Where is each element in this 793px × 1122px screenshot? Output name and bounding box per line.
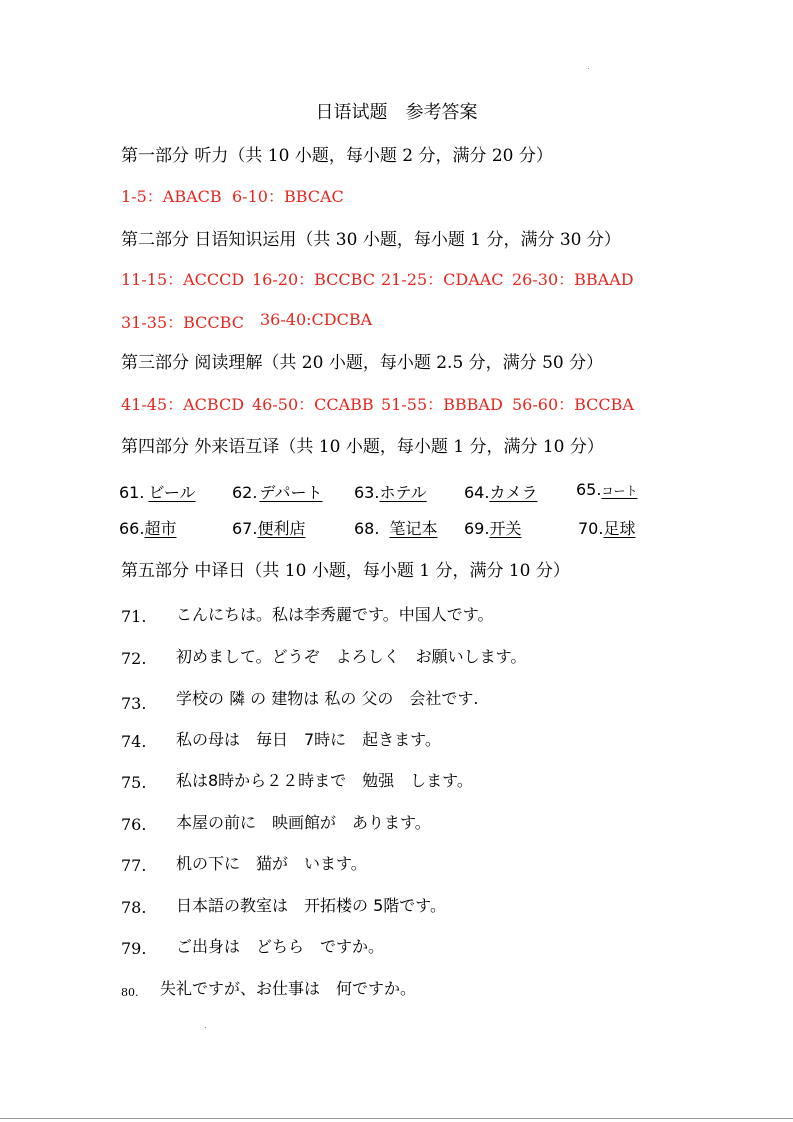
vocab-item-69 bbox=[464, 516, 545, 539]
answer-74-text: 私の母は 毎日 7時に 起きます。 bbox=[176, 730, 441, 749]
answer-76-text: 本屋の前に 映画館が あります。 bbox=[176, 813, 431, 832]
vocab-item-61 bbox=[119, 480, 210, 503]
answer-72-text: 初めまして。どうぞ よろしく お願いします。 bbox=[176, 647, 527, 666]
vocab-answer: カメラ bbox=[489, 483, 538, 502]
part3-answer-3: 51-55：BBBAD bbox=[381, 395, 503, 414]
item-number: 65. bbox=[576, 480, 602, 499]
answer-79-text: ご出身は どちら ですか。 bbox=[176, 937, 385, 956]
part1-answer-1: 1-5：ABACB bbox=[121, 187, 222, 206]
vocab-item-66 bbox=[119, 516, 194, 539]
vocab-answer: コート bbox=[601, 484, 638, 498]
part3-answer-1: 41-45：ACBCD bbox=[121, 395, 245, 414]
item-number: 64. bbox=[464, 483, 490, 502]
answer-79-number: 79. bbox=[121, 939, 147, 958]
item-number: 62. bbox=[232, 483, 258, 502]
item-number: 70. bbox=[578, 519, 604, 538]
scan-speck bbox=[205, 1027, 206, 1028]
answer-77-text: 机の下に 猫が います。 bbox=[176, 854, 367, 873]
answer-78-number: 78. bbox=[121, 898, 147, 917]
part2-answer-3: 21-25：CDAAC bbox=[381, 270, 504, 289]
part1-answer-2: 6-10：BBCAC bbox=[232, 187, 344, 206]
item-number: 67. bbox=[232, 519, 258, 538]
answer-78-text: 日本語の教室は 开拓楼の 5階です。 bbox=[176, 896, 446, 915]
vocab-item-62 bbox=[232, 480, 345, 503]
answer-73-text: 学校の 隣 の 建物は 私の 父の 会社です. bbox=[176, 689, 479, 708]
part1-heading: 第一部分 听力（共 10 小题，每小题 2 分，满分 20 分） bbox=[121, 146, 553, 166]
item-number: 61. bbox=[119, 483, 145, 502]
vocab-answer: 便利店 bbox=[257, 519, 306, 538]
answer-75-number: 75. bbox=[121, 773, 147, 792]
scan-speck bbox=[588, 68, 589, 69]
vocab-answer: 开关 bbox=[489, 519, 522, 538]
vocab-item-63 bbox=[354, 480, 435, 503]
answer-73-number: 73. bbox=[121, 694, 147, 713]
page-bottom-edge bbox=[0, 1118, 793, 1119]
part2-heading: 第二部分 日语知识运用（共 30 小题，每小题 1 分，满分 30 分） bbox=[121, 230, 621, 250]
part2-answer-2: 16-20：BCCBC bbox=[252, 270, 375, 289]
answer-77-number: 77. bbox=[121, 856, 147, 875]
answer-71-text: こんにちは。私は李秀麗です。中国人です。 bbox=[176, 605, 494, 624]
vocab-item-64 bbox=[464, 480, 549, 503]
answer-80-number: 80. bbox=[121, 986, 139, 999]
vocab-answer: 笔记本 bbox=[389, 519, 438, 538]
page-title: 日语试题 参考答案 bbox=[315, 102, 478, 123]
part2-answer-4: 26-30：BBAAD bbox=[512, 270, 634, 289]
part5-heading: 第五部分 中译日（共 10 小题，每小题 1 分，满分 10 分） bbox=[121, 561, 570, 581]
part2-answer-6: 36-40:CDCBA bbox=[260, 310, 373, 329]
item-number: 69. bbox=[464, 519, 490, 538]
answer-74-number: 74. bbox=[121, 732, 147, 751]
item-number: 63. bbox=[354, 483, 380, 502]
vocab-item-67 bbox=[232, 516, 317, 539]
vocab-answer: デパート bbox=[259, 483, 323, 502]
vocab-answer: ホテル bbox=[379, 483, 427, 502]
vocab-item-68 bbox=[354, 516, 449, 539]
answer-72-number: 72. bbox=[121, 649, 147, 668]
answer-71-number: 71. bbox=[121, 607, 147, 626]
vocab-answer: 超市 bbox=[144, 519, 177, 538]
answer-75-text: 私は8時から２２時まで 勉强 します。 bbox=[176, 771, 473, 790]
part3-heading: 第三部分 阅读理解（共 20 小题，每小题 2.5 分，满分 50 分） bbox=[121, 353, 604, 373]
answer-80-text: 失礼ですが、お仕事は 何ですか。 bbox=[160, 979, 417, 998]
part3-answer-4: 56-60：BCCBA bbox=[512, 395, 634, 414]
part2-answer-5: 31-35：BCCBC bbox=[121, 313, 244, 332]
answer-76-number: 76. bbox=[121, 815, 147, 834]
part2-answer-1: 11-15：ACCCD bbox=[121, 270, 245, 289]
item-number: 66. bbox=[119, 519, 145, 538]
item-number: 68. bbox=[354, 519, 380, 538]
vocab-item-70 bbox=[578, 516, 643, 539]
part3-answer-2: 46-50：CCABB bbox=[252, 395, 374, 414]
vocab-item-65 bbox=[576, 480, 651, 499]
vocab-answer: 足球 bbox=[603, 519, 636, 538]
vocab-answer: ビール bbox=[148, 483, 196, 502]
part4-heading: 第四部分 外来语互译（共 10 小题，每小题 1 分，满分 10 分） bbox=[121, 437, 604, 457]
